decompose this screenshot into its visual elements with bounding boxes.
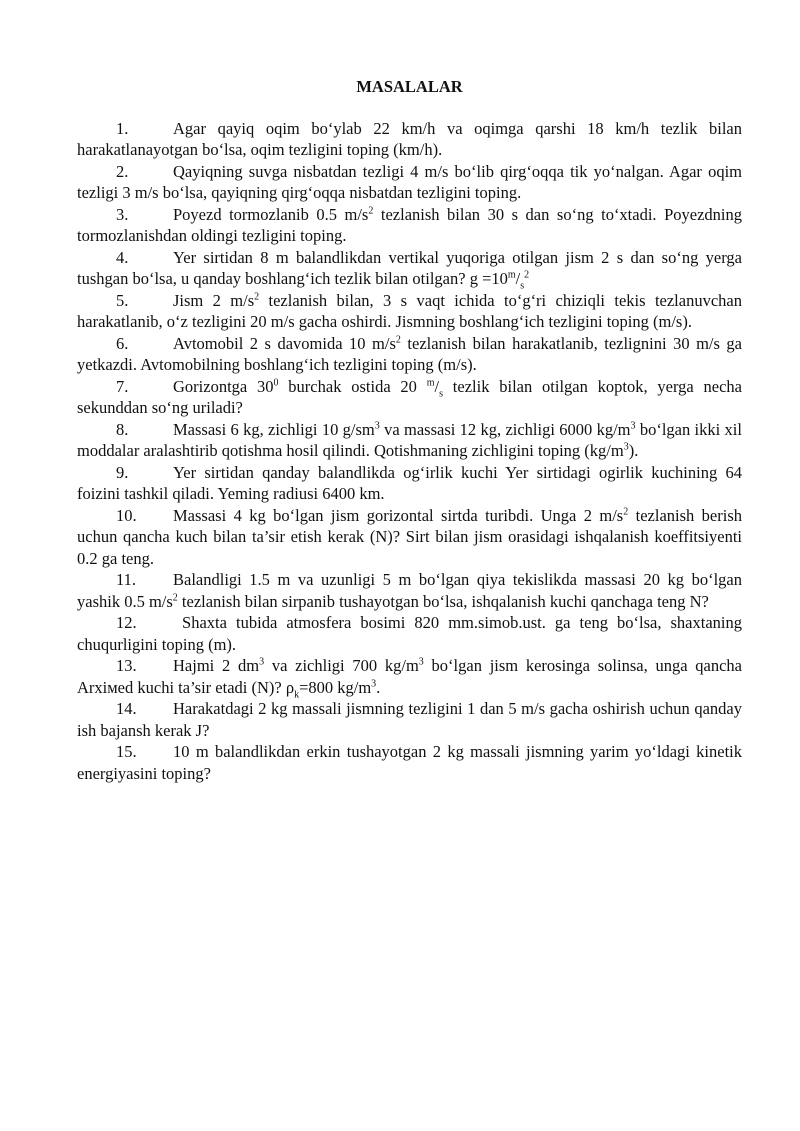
problem-text: Massasi 6 kg, zichligi 10 g/sm [173,419,375,439]
problem-text: Jism 2 m/s [173,290,255,310]
problem-text: burchak ostida 20 [278,376,427,396]
document-page [77,72,742,784]
problem-text: Massasi 4 kg bo‘lgan jism gorizontal sirtda turibdi. Unga 2 m/s [173,505,624,525]
problem-text: va massasi 12 kg, zichligi 6000 kg/m [379,419,631,439]
problem-2 [77,161,742,204]
problem-text: Poyezd tormozlanib 0.5 m/s [173,204,369,224]
subscript: k [294,688,300,700]
problem-text: 10 m balandlikdan erkin tushayotgan 2 kg massali jismning yarim yo‘ldagi kinetik energiyasini toping? [77,742,742,783]
problem-text: / [434,376,440,396]
problem-15 [77,741,742,784]
problem-1 [77,118,742,161]
problem-number: 3. [116,204,129,224]
problem-number: 11. [116,570,137,589]
superscript: 3 [259,656,265,668]
problem-number: 14. [116,699,137,718]
problem-3 [77,204,742,247]
superscript: 3 [374,420,380,431]
problem-number: 12. [116,613,137,632]
problem-number: 6. [116,333,129,353]
problem-text: Avtomobil 2 s davomida 10 m/s [173,333,396,353]
problem-text: / [515,269,521,288]
problem-5 [77,290,742,333]
problem-13 [77,655,742,698]
problem-number: 2. [116,161,129,181]
superscript: 2 [254,291,260,302]
superscript: 2 [623,506,629,517]
problem-11 [77,569,742,612]
superscript: 2 [395,334,401,345]
problem-text: Harakatdagi 2 kg massali jismning tezligini 1 dan 5 m/s gacha oshirish uchun qanday ish bajansh kerak J? [77,699,742,740]
problem-number: 15. [116,742,137,761]
problem-text: va zichligi 700 kg/m [264,656,419,675]
superscript: 2 [524,269,530,281]
problem-text: Hajmi 2 dm [173,656,260,675]
problem-4 [77,247,742,290]
problem-number: 1. [116,118,129,138]
problem-8 [77,419,742,462]
problem-7 [77,376,742,419]
problem-14 [77,698,742,741]
problem-number: 10. [116,505,137,525]
problem-10 [77,505,742,570]
superscript: 2 [172,592,178,603]
problem-text: =800 kg/m [299,677,372,697]
problem-text: bo‘lgan jism kerosinga solinsa, unga qancha Arxiмed kuchi ta’sir etadi (N)? ρ [77,656,742,697]
problem-number: 8. [116,419,129,439]
problem-number: 4. [116,247,129,267]
problem-6 [77,333,742,376]
problem-text: tezlanish bilan sirpanib tushayotgan bo‘lsa, ishqalanish kuchi qanchaga teng N? [177,591,709,611]
problem-number: 5. [116,290,129,310]
superscript: m [507,269,516,281]
superscript: m [426,377,435,388]
subscript: s [520,280,525,292]
problem-text: Gorizontga 30 [173,376,274,396]
problem-text: Balandligi 1.5 m va uzunligi 5 m bo‘lgan qiya tekislikda massasi 20 kg bo‘lgan yashik 0.5 m/s [77,570,742,611]
problem-text: Agar qayiq oqim bo‘ylab 22 km/h va oqimga qarshi 18 km/h tezlik bilan harakatlanayotgan bo‘lsa, oqim tezligini toping (km/h). [77,118,742,159]
superscript: 3 [418,656,424,668]
problem-text: tezlanish bilan, 3 s vaqt ichida to‘g‘ri chiziqli tekis tezlanuvchan harakatlanib, o‘z tezligini 20 m/s gacha oshirdi. Jismning boshlang‘ich tezligini toping (m/s). [77,290,742,331]
problem-text: ). [628,441,639,460]
superscript: 3 [623,441,629,453]
problem-text: Yer sirtidan 8 m balandlikdan vertikal yuqoriga otilgan jism 2 s dan so‘ng yerga tushgan bo‘lsa, u qanday boshlang‘ich tezlik bilan otilgan? g =10 [77,247,742,288]
superscript: 2 [368,205,374,216]
subscript: s [439,387,444,399]
superscript: 0 [273,377,279,388]
superscript: 3 [630,420,636,431]
problem-number: 13. [116,656,137,675]
problem-9 [77,462,742,505]
page-title: MASALALAR [356,77,463,96]
problem-number: 7. [116,376,129,396]
problem-text: tezlanish bilan harakatlanib, tezlignini 30 m/s ga yetkazdi. Avtomobilning boshlang‘ich tezligini toping (m/s). [77,333,742,374]
problem-text: Shaxta tubida atmosfera bosimi 820 mm.simob.ust. ga teng bo‘lsa, shaxtaning chuqurligini toping (m). [77,613,742,654]
superscript: 3 [371,678,377,689]
problem-text: Qayiqning suvga nisbatdan tezligi 4 m/s bo‘lib qirg‘oqqa tik yo‘nalgan. Agar oqim tezligi 3 m/s bo‘lsa, qayiqning qirg‘oqqa nisbatdan tezligini toping. [77,161,742,202]
problem-text: tezlanish berish uchun qancha kuch bilan ta’sir etish kerak (N)? Sirt bilan jism orasidagi ishqalanish koeffitsiyenti 0.2 ga teng. [77,505,742,568]
problem-text: . [376,677,381,697]
problem-text: bo‘lgan ikki xil moddalar aralashtirib qotishma hosil qilindi. Qotishmaning zichligini toping (kg/m [77,419,742,460]
problem-text: tezlanish bilan 30 s dan so‘ng to‘xtadi. Poyezdning tormozlanishdan oldingi tezligini toping. [77,204,742,245]
problem-text: tezlik bilan otilgan koptok, yerga necha sekunddan so‘ng uriladi? [77,376,742,417]
problem-12 [77,612,742,655]
problem-number: 9. [116,462,129,482]
problem-text: Yer sirtidan qanday balandlikda og‘irlik kuchi Yer sirtidagi ogirlik kuchining 64 foizini tashkil qiladi. Yeming radiusi 6400 km. [77,462,742,503]
